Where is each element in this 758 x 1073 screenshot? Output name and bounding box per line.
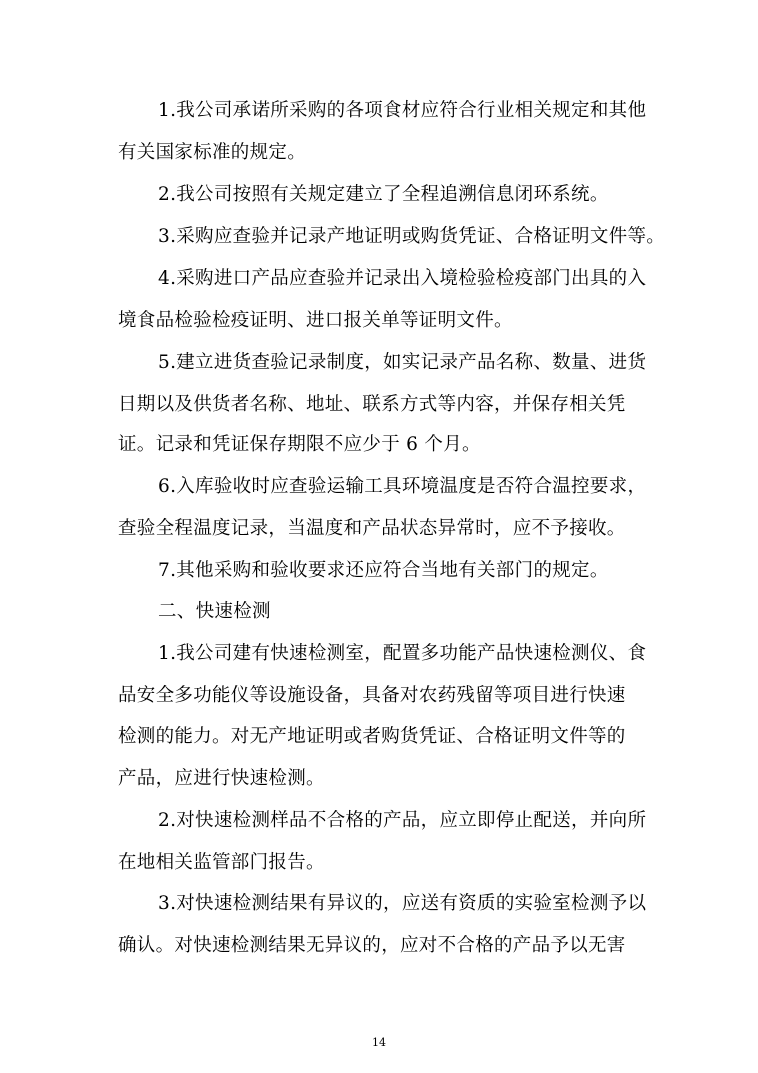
paragraph-line: 7.其他采购和验收要求还应符合当地有关部门的规定。 <box>158 560 609 581</box>
paragraph-line: 1.我公司建有快速检测室，配置多功能产品快速检测仪、食 <box>158 643 647 664</box>
paragraph-line: 5.建立进货查验记录制度，如实记录产品名称、数量、进货 <box>158 352 647 373</box>
page-number: 14 <box>372 1036 386 1049</box>
paragraph-line: 检测的能力。对无产地证明或者购货凭证、合格证明文件等的 <box>118 726 626 747</box>
paragraph-line: 有关国家标准的规定。 <box>118 142 307 163</box>
paragraph-line: 2.对快速检测样品不合格的产品，应立即停止配送，并向所 <box>158 810 647 831</box>
section-heading: 二、快速检测 <box>158 601 271 622</box>
paragraph-line: 品安全多功能仪等设施设备，具备对农药残留等项目进行快速 <box>118 685 626 706</box>
paragraph-line: 1.我公司承诺所采购的各项食材应符合行业相关规定和其他 <box>158 100 647 121</box>
paragraph-line: 确认。对快速检测结果无异议的，应对不合格的产品予以无害 <box>118 935 626 956</box>
paragraph-line: 境食品检验检疫证明、进口报关单等证明文件。 <box>118 310 513 331</box>
paragraph-line: 查验全程温度记录，当温度和产品状态异常时，应不予接收。 <box>118 518 626 539</box>
paragraph-line: 在地相关监管部门报告。 <box>118 852 325 873</box>
paragraph-line: 2.我公司按照有关规定建立了全程追溯信息闭环系统。 <box>158 184 609 205</box>
paragraph-line: 6.入库验收时应查验运输工具环境温度是否符合温控要求， <box>158 476 647 497</box>
paragraph-line: 证。记录和凭证保存期限不应少于 6 个月。 <box>118 434 481 455</box>
paragraph-line: 4.采购进口产品应查验并记录出入境检验检疫部门出具的入 <box>158 268 647 289</box>
paragraph-line: 3.采购应查验并记录产地证明或购货凭证、合格证明文件等。 <box>158 226 666 247</box>
paragraph-line: 日期以及供货者名称、地址、联系方式等内容，并保存相关凭 <box>118 394 626 415</box>
paragraph-line: 3.对快速检测结果有异议的，应送有资质的实验室检测予以 <box>158 893 647 914</box>
paragraph-line: 产品，应进行快速检测。 <box>118 768 325 789</box>
